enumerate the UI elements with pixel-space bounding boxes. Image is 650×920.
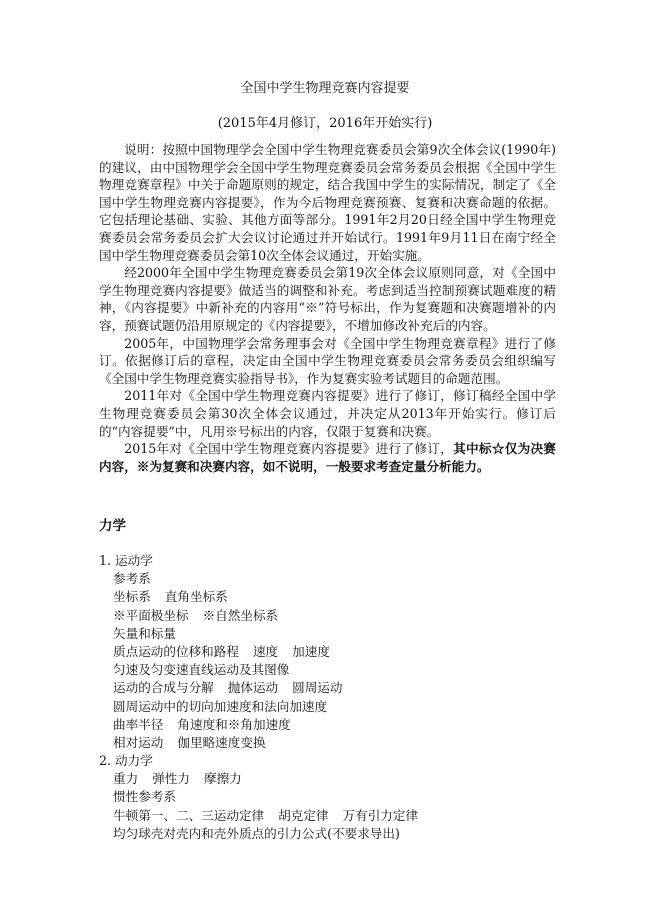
paragraph-explanation: 说明：按照中国物理学会全国中学生物理竞赛委员会第9次全体会议(1990年)的建议，由中国物理学会全国中学生物理竞赛委员会常务委员会根据《全国中学生物理竞赛章程》中关于命题原则的规定，结合我国中学生的实际情况，制定了《全国中学生物理竞赛内容提要》，作为今后物理竞赛预赛、复赛和决赛命题的依据。它包括理论基础、实验、其他方面等部分。1991年2月20日经全国中学生物理竞赛委员会常务委员会扩大会议讨论通过并开始试行。1991年9月11日在南宁经全国中学生物理竞赛委员会第10次全体会议通过，开始实施。	[99, 142, 556, 263]
kinematics-heading: 1. 运动学	[99, 553, 153, 568]
paragraph-2015-text: 2015年对《全国中学生物理竞赛内容提要》进行了修订，	[124, 441, 454, 457]
list-item: 坐标系 直角坐标系	[113, 589, 228, 605]
document-title: 全国中学生物理竞赛内容提要	[240, 81, 410, 96]
list-item: 质点运动的位移和路程 速度 加速度	[113, 644, 330, 660]
list-item: ※平面极坐标 ※自然坐标系	[113, 607, 279, 623]
list-item: 均匀球壳对壳内和壳外质点的引力公式(不要求导出)	[113, 825, 400, 841]
list-item: 惯性参考系	[113, 789, 176, 805]
list-item: 参考系	[113, 571, 151, 587]
list-item: 重力 弹性力 摩擦力	[113, 771, 242, 787]
list-item: 牛顿第一、二、三运动定律 胡克定律 万有引力定律	[113, 807, 419, 823]
list-item: 运动的合成与分解 抛体运动 圆周运动	[113, 680, 343, 696]
intro-text	[99, 141, 556, 475]
paragraph-2015-revision	[99, 440, 556, 475]
list-item: 圆周运动中的切向加速度和法向加速度	[113, 698, 328, 714]
section-title-mechanics: 力学	[99, 518, 126, 534]
paragraph-2011-revision: 2011年对《全国中学生物理竞赛内容提要》进行了修订，修订稿经全国中学生物理竞赛委员会第30次全体会议通过，并决定从2013年开始实行。修订后的“内容提要”中，凡用※号标出的内容，仅限于复赛和决赛。	[99, 388, 556, 439]
list-item: 曲率半径 角速度和※角加速度	[113, 716, 291, 732]
document-subtitle: (2015年4月修订，2016年开始实行)	[217, 116, 433, 131]
list-item: 相对运动 伽里略速度变换	[113, 735, 266, 751]
dynamics-heading: 2. 动力学	[99, 753, 153, 768]
dynamics-outline	[99, 752, 559, 843]
list-item: 矢量和标量	[113, 625, 176, 641]
paragraph-2015-bold-note: 其中标☆仅为决赛内容，※为复赛和决赛内容，如不说明，一般要求考查定量分析能力。	[99, 441, 557, 474]
paragraph-2000-revision: 经2000年全国中学生物理竞赛委员会第19次全体会议原则同意，对《全国中学生物理竞赛内容提要》做适当的调整和补充。考虑到适当控制预赛试题难度的精神，《内容提要》中新补充的内容用“※”符号标出，作为复赛题和决赛题增补的内容，预赛试题仍沿用原规定的《内容提要》，不增加修改补充后的内容。	[99, 265, 556, 333]
list-item: 匀速及匀变速直线运动及其图像	[113, 662, 290, 678]
paragraph-2005-revision: 2005年，中国物理学会常务理事会对《全国中学生物理竞赛章程》进行了修订。依据修订后的章程，决定由全国中学生物理竞赛委员会常务委员会组织编写《全国中学生物理竞赛实验指导书》，作为复赛实验考试题目的命题范围。	[99, 335, 556, 386]
kinematics-outline	[99, 552, 559, 752]
